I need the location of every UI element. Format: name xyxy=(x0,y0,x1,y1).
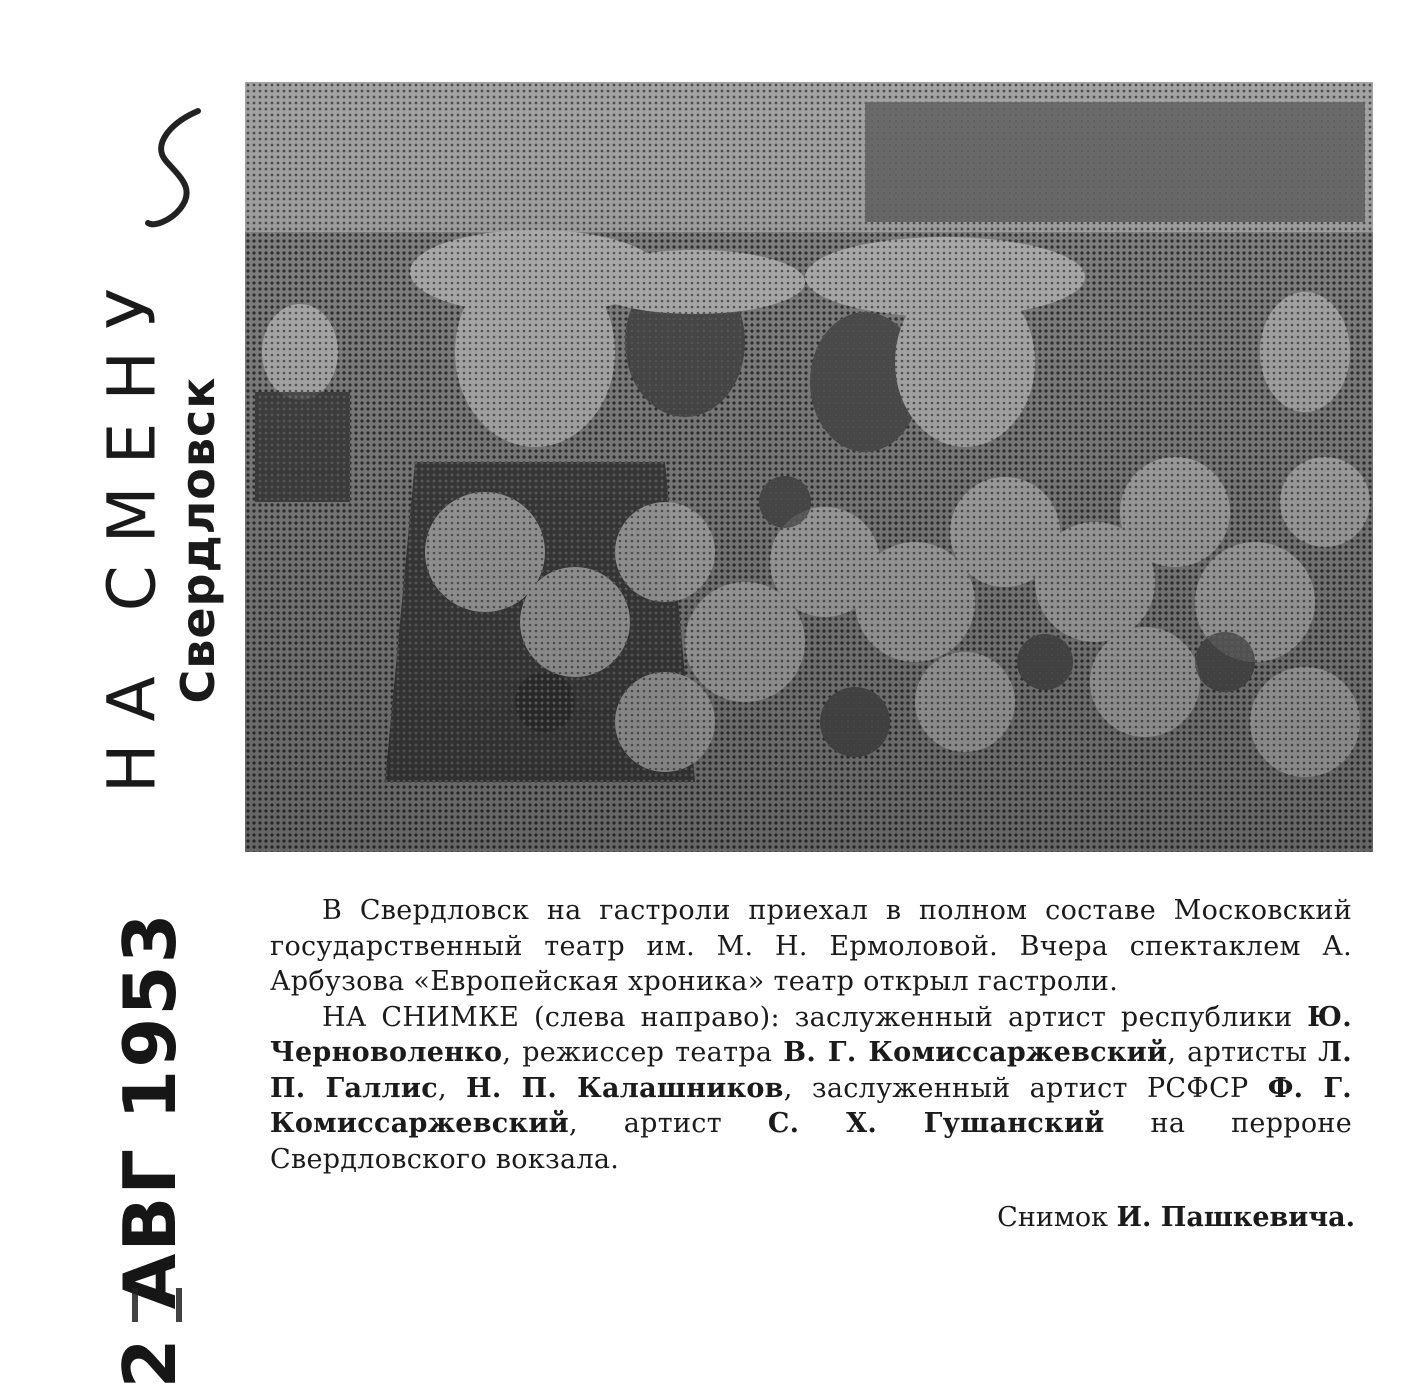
caption-paragraph-2 xyxy=(270,1000,1352,1178)
masthead-city: Свердловск xyxy=(171,376,225,704)
person-name: Н. П. Калашников xyxy=(466,1072,784,1104)
caption-text: , артист xyxy=(569,1108,768,1139)
photographer-name: И. Пашкевича. xyxy=(1116,1202,1355,1233)
person-name: Ф. Г. Комиссаржевский xyxy=(270,1072,1352,1139)
caption-text: на перроне Свердловского вокзала. xyxy=(270,1108,1352,1175)
caption-text: , xyxy=(437,1072,467,1104)
person-name: В. Г. Комиссаржевский xyxy=(783,1037,1168,1068)
credit-prefix: Снимок xyxy=(997,1202,1117,1233)
pen-squiggle xyxy=(140,105,220,235)
person-name: Ю. Черноволенко xyxy=(270,1001,1352,1068)
caption-text: , режиссер театра xyxy=(502,1037,784,1068)
caption-paragraph-1: В Свердловск на гастроли приехал в полном составе Московский государственный театр им. М. Н. Ермоловой. Вчера спектаклем А. Арбузова «Европейская хроника» театр открыл гастроли. xyxy=(270,895,1352,997)
group-photograph xyxy=(245,82,1373,852)
stamp-mark xyxy=(132,1288,182,1322)
caption-text: , заслуженный артист РСФСР xyxy=(783,1072,1268,1104)
masthead-title: НА СМЕНУ xyxy=(93,266,171,794)
person-name: С. Х. Гушанский xyxy=(767,1108,1105,1139)
caption-text: , артисты xyxy=(1167,1037,1319,1068)
date-stamp: 2 АВГ 1953 xyxy=(108,911,192,1389)
caption-text: НА СНИМКЕ (слева направо): заслуженный артист республики xyxy=(322,1001,1308,1033)
photo-caption xyxy=(270,893,1352,1177)
person-name: Л. П. Галлис xyxy=(270,1037,1353,1104)
photo-credit xyxy=(997,1202,1355,1233)
